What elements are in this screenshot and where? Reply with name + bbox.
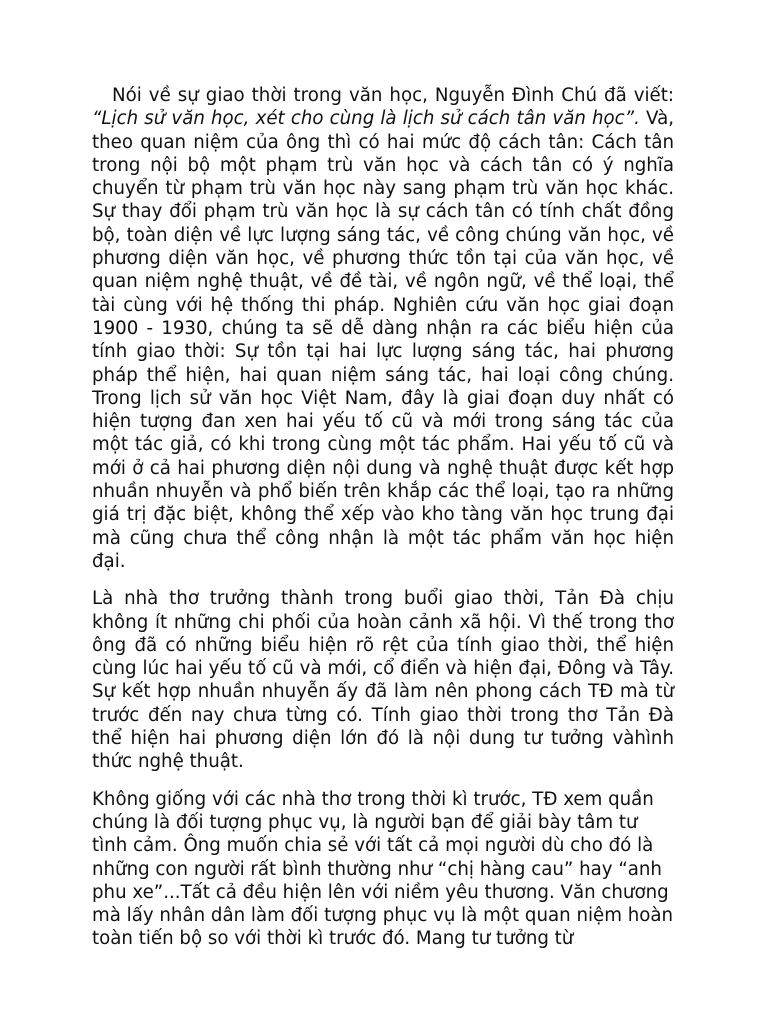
paragraph-tan-da: Là nhà thơ trưởng thành trong buổi giao thời, Tản Đà chịu không ít những chi phối của hoàn cảnh xã hội. Vì thế trong thơ ông đã có những biểu hiện rõ rệt của tính giao thời, thể hiện cùng lúc hai yếu tố cũ và mới, cổ điển và hiện đại, Đông và Tây. Sự kết hợp nhuần nhuyễn ấy đã làm nên phong cách TĐ mà từ trước đến nay chưa từng có. Tính giao thời trong thơ Tản Đà thể hiện hai phương diện lớn đó là nội dung tư tưởng vàhình thức nghệ thuật. xyxy=(92,588,674,773)
document-page xyxy=(92,84,674,965)
paragraph-audience: Không giống với các nhà thơ trong thời kì trước, TĐ xem quần chúng là đối tượng phục vụ, là người bạn để giải bày tâm tư tình cảm. Ông muốn chia sẻ với tất cả mọi người dù cho đó là những con người rất bình thường như “chị hàng cau” hay “anh phu xe”...Tất cả đều hiện lên với niềm yêu thương. Văn chương mà lấy nhân dân làm đối tượng phục vụ là một quan niệm hoàn toàn tiến bộ so với thời kì trước đó. Mang tư tưởng từ xyxy=(92,788,674,950)
paragraph-intro-rest: Và, theo quan niệm của ông thì có hai mức độ cách tân: Cách tân trong nội bộ một phạm trù văn học và cách tân có ý nghĩa chuyển từ phạm trù văn học này sang phạm trù văn học khác. Sự thay đổi phạm trù văn học là sự cách tân có tính chất đồng bộ, toàn diện về lực lượng sáng tác, về công chúng văn học, về phương diện văn học, về phương thức tồn tại của văn học, về quan niệm nghệ thuật, về đề tài, về ngôn ngữ, về thể loại, thể tài cùng với hệ thống thi pháp. Nghiên cứu văn học giai đoạn 1900 - 1930, chúng ta sẽ dễ dàng nhận ra các biểu hiện của tính giao thời: Sự tồn tại hai lực lượng sáng tác, hai phương pháp thể hiện, hai quan niệm sáng tác, hai loại công chúng. Trong lịch sử văn học Việt Nam, đây là giai đoạn duy nhất có hiện tượng đan xen hai yếu tố cũ và mới trong sáng tác của một tác giả, có khi trong cùng một tác phẩm. Hai yếu tố cũ và mới ở cả hai phương diện nội dung và nghệ thuật được kết hợp nhuần nhuyễn và phổ biến trên khắp các thể loại, tạo ra những giá trị đặc biệt, không thể xếp vào kho tàng văn học trung đại mà cũng chưa thể công nhận là một tác phẩm văn học hiện đại. xyxy=(92,108,674,572)
paragraph-intro xyxy=(92,84,674,573)
paragraph-intro-lead: Nói về sự giao thời trong văn học, Nguyễn Đình Chú đã viết: xyxy=(112,85,674,106)
paragraph-intro-quote: “Lịch sử văn học, xét cho cùng là lịch sử cách tân văn học”. xyxy=(92,108,640,130)
